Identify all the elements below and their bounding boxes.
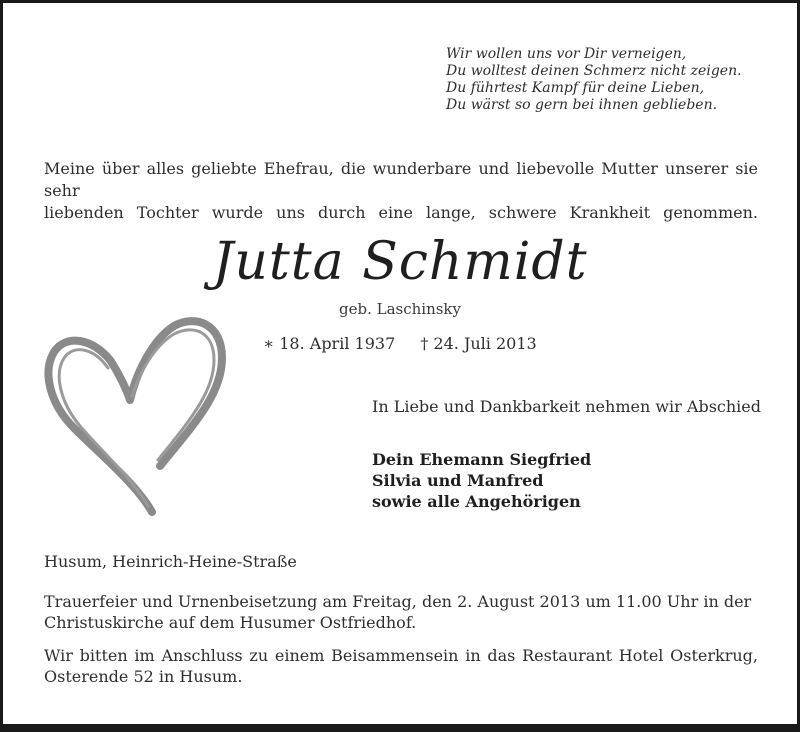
- service-paragraph: Trauerfeier und Urnenbeisetzung am Freitag, den 2. August 2013 um 11.00 Uhr in der Christuskirche auf dem Husumer Ostfriedhof.: [44, 592, 752, 632]
- poem-line: Du führtest Kampf für deine Lieben,: [446, 80, 705, 96]
- deceased-name: Jutta Schmidt: [212, 232, 588, 292]
- address: Husum, Heinrich-Heine-Straße: [44, 552, 297, 571]
- poem-line: Du wolltest deinen Schmerz nicht zeigen.: [446, 63, 742, 79]
- mourner-item: Dein Ehemann Siegfried: [372, 450, 592, 469]
- poem-line: Du wärst so gern bei ihnen geblieben.: [446, 97, 718, 113]
- mourner-item: sowie alle Angehörigen: [372, 492, 581, 511]
- birth-date: ∗ 18. April 1937: [263, 334, 396, 353]
- intro-line-1: Meine über alles geliebte Ehefrau, die wunderbare und liebevolle Mutter unserer sie sehr: [44, 159, 758, 200]
- poem: [446, 46, 766, 114]
- birth-name: geb. Laschinsky: [339, 300, 461, 318]
- death-date: † 24. Juli 2013: [420, 334, 537, 353]
- farewell-text: In Liebe und Dankbarkeit nehmen wir Abschied: [372, 397, 762, 416]
- heart-stroke-inner: [59, 330, 214, 506]
- poem-line: Wir wollen uns vor Dir verneigen,: [446, 46, 687, 62]
- mourner-item: Silvia und Manfred: [372, 471, 544, 490]
- mourners-list: [372, 449, 591, 512]
- heart-icon: [44, 316, 228, 516]
- reception-paragraph: Wir bitten im Anschluss zu einem Beisammensein in das Restaurant Hotel Osterkrug, Osterende 52 in Husum.: [44, 646, 758, 686]
- intro-line-2: liebenden Tochter wurde uns durch eine lange, schwere Krankheit genommen.: [44, 203, 758, 222]
- intro-text: [44, 158, 758, 224]
